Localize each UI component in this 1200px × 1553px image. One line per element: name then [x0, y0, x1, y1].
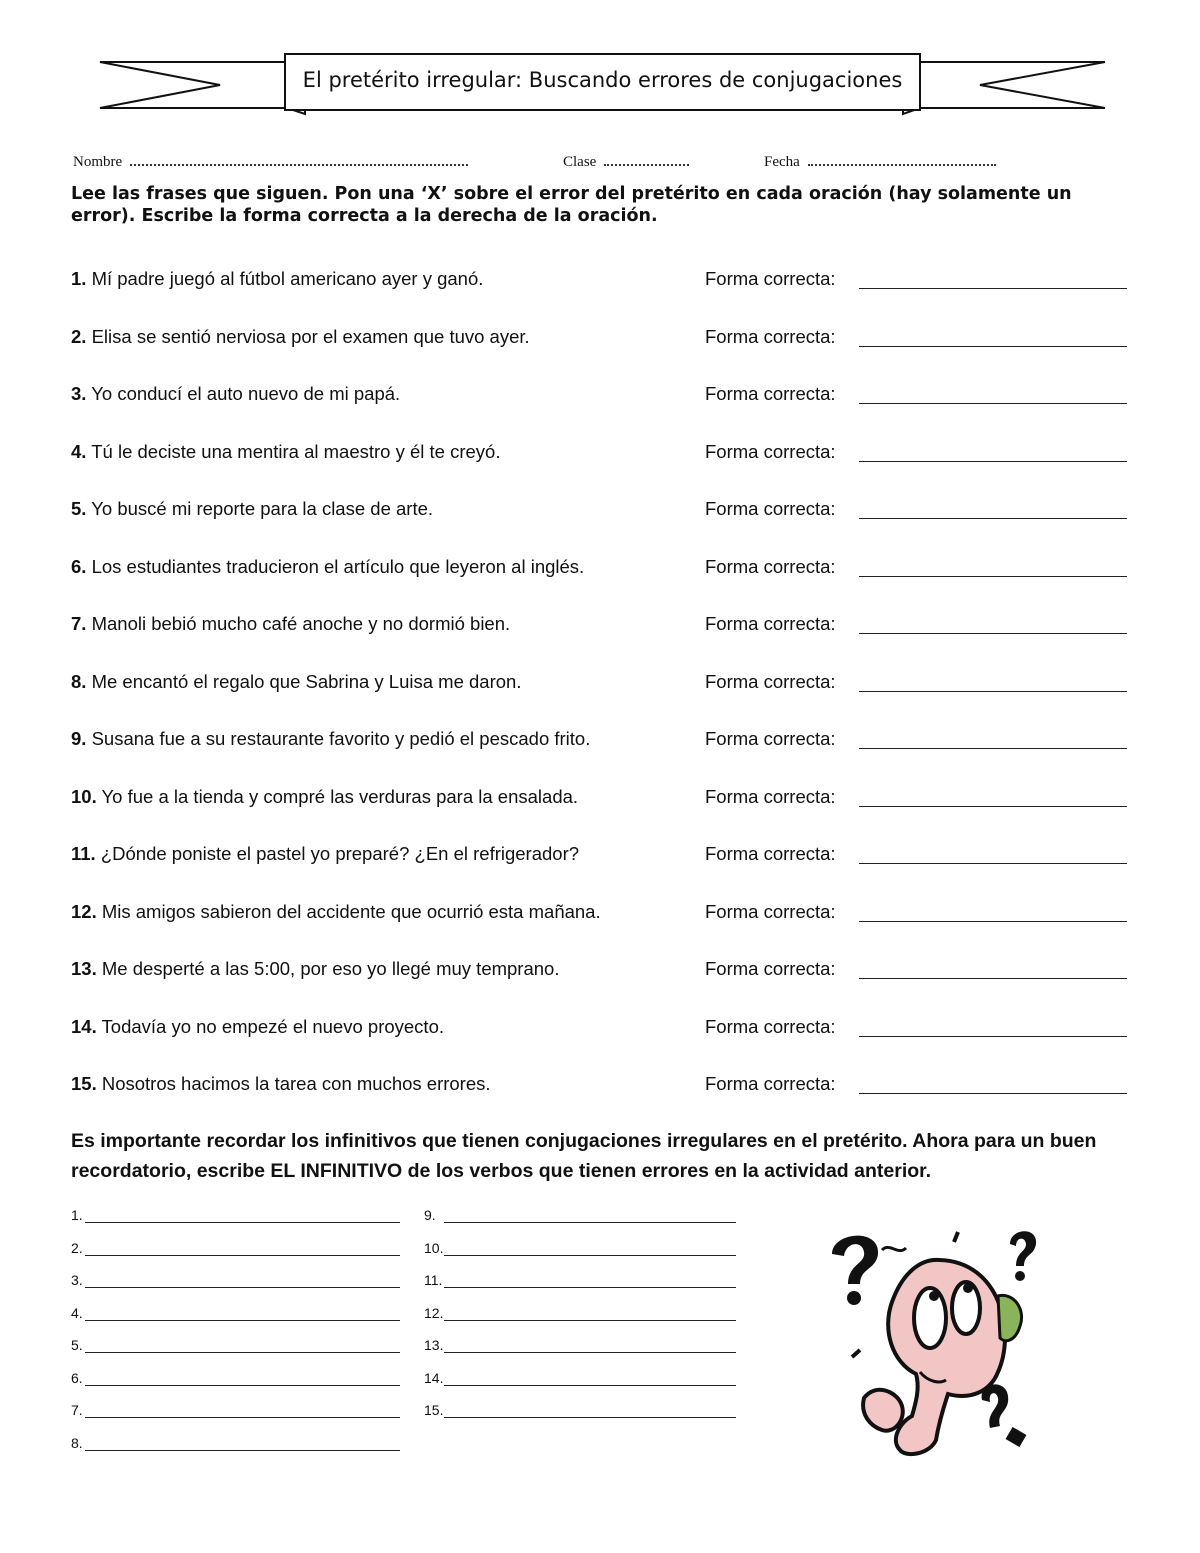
confused-face-illustration: [820, 1222, 1050, 1472]
infinitive-item: [71, 1207, 401, 1227]
sentence-row: [0, 613, 1200, 643]
sentence-row: [0, 786, 1200, 816]
infinitive-answer-line[interactable]: [85, 1222, 400, 1223]
correct-form-label: Forma correcta:: [705, 728, 836, 749]
correct-form-answer-line[interactable]: [859, 576, 1127, 577]
class-line[interactable]: [604, 150, 689, 166]
infinitive-item: [424, 1370, 739, 1390]
sentence-row: [0, 326, 1200, 356]
sentence-number: 13.: [71, 958, 97, 979]
sentence-text: [71, 1016, 444, 1038]
question-mark-dot-icon-2: [1015, 1271, 1025, 1281]
question-mark-dot-icon: [847, 1291, 861, 1305]
sentence-row: [0, 901, 1200, 931]
infinitive-item: [71, 1272, 401, 1292]
infinitive-item: [424, 1402, 739, 1422]
sentence-number: 10.: [71, 785, 97, 807]
tick-mark: [954, 1232, 958, 1242]
sentence-row: [0, 728, 1200, 758]
sentence-body: Tú le deciste una mentira al maestro y él te creyó.: [91, 440, 501, 462]
sentence-row: [0, 498, 1200, 528]
infinitive-item: [424, 1207, 739, 1227]
infinitive-answer-line[interactable]: [444, 1352, 736, 1353]
sentence-row: [0, 268, 1200, 298]
sentence-number: 3.: [71, 383, 87, 404]
infinitive-number: 7.: [71, 1402, 83, 1418]
sentence-body: Yo conducí el auto nuevo de mi papá.: [91, 383, 401, 404]
sentence-number: 1.: [71, 268, 87, 289]
header-fields: [0, 150, 1200, 172]
sentence-number: 14.: [71, 1015, 97, 1037]
title-banner: [95, 48, 1110, 124]
infinitive-answer-line[interactable]: [444, 1222, 736, 1223]
sentence-number: 7.: [71, 613, 87, 634]
correct-form-answer-line[interactable]: [859, 1093, 1127, 1094]
infinitive-item: [71, 1435, 401, 1455]
infinitive-item: [424, 1272, 739, 1292]
infinitive-item: [71, 1337, 401, 1357]
sentence-body: Yo buscé mi reporte para la clase de arte.: [91, 498, 434, 519]
sentence-body: Susana fue a su restaurante favorito y pedió el pescado frito.: [91, 728, 591, 749]
name-label: Nombre: [73, 154, 123, 170]
correct-form-answer-line[interactable]: [859, 691, 1127, 692]
infinitive-answer-line[interactable]: [444, 1417, 736, 1418]
sentence-text: [71, 786, 578, 808]
infinitive-number: 11.: [424, 1272, 443, 1288]
infinitive-answer-line[interactable]: [85, 1417, 400, 1418]
sentence-text: [71, 383, 400, 405]
infinitive-number: 4.: [71, 1304, 83, 1321]
sentence-body: Manoli bebió mucho café anoche y no dormió bien.: [91, 613, 511, 634]
infinitive-number: 9.: [424, 1207, 436, 1223]
class-field[interactable]: [563, 150, 689, 171]
sentence-body: Me encantó el regalo que Sabrina y Luisa me daron.: [91, 670, 522, 692]
correct-form-label: Forma correcta:: [705, 1073, 836, 1094]
instructions: Lee las frases que siguen. Pon una ‘X’ sobre el error del pretérito en cada oración (hay solamente un error). Escribe la forma correcta a la derecha de la oración.: [71, 184, 1072, 226]
sentence-body: Todavía yo no empezé el nuevo proyecto.: [101, 1015, 444, 1037]
infinitive-number: 3.: [71, 1272, 83, 1288]
correct-form-label: Forma correcta:: [705, 555, 836, 577]
correct-form-answer-line[interactable]: [859, 518, 1127, 519]
class-label: Clase: [563, 154, 597, 170]
infinitive-item: [71, 1240, 401, 1260]
correct-form-label: Forma correcta:: [705, 613, 836, 634]
sentence-text: [71, 326, 530, 348]
correct-form-answer-line[interactable]: [859, 978, 1127, 979]
sentence-row: [0, 556, 1200, 586]
correct-form-answer-line[interactable]: [859, 1036, 1127, 1037]
infinitive-number: 12.: [424, 1304, 444, 1321]
hand-shape: [863, 1390, 903, 1431]
infinitive-answer-line[interactable]: [444, 1385, 736, 1386]
sentence-row: [0, 958, 1200, 988]
infinitive-number: 8.: [71, 1434, 83, 1451]
dash-mark: [852, 1350, 860, 1357]
sentence-number: 6.: [71, 555, 87, 577]
sentence-number: 2.: [71, 325, 87, 347]
question-mark-icon: [832, 1236, 878, 1284]
correct-form-label: Forma correcta:: [705, 670, 836, 692]
infinitive-item: [424, 1337, 739, 1357]
sentence-text: [71, 441, 501, 463]
sentence-text: [71, 268, 483, 290]
sentence-body: Yo fue a la tienda y compré las verduras para la ensalada.: [101, 785, 579, 807]
sentence-text: [71, 671, 521, 693]
head-shape: [888, 1260, 1005, 1454]
infinitive-answer-line[interactable]: [85, 1450, 400, 1451]
sentence-body: Mis amigos sabieron del accidente que ocurrió esta mañana.: [101, 900, 601, 922]
infinitive-number: 6.: [71, 1369, 83, 1386]
sentence-text: [71, 498, 433, 520]
sentence-text: [71, 958, 559, 980]
infinitive-number: 2.: [71, 1239, 83, 1256]
sentence-number: 12.: [71, 900, 97, 922]
infinitive-answer-line[interactable]: [85, 1385, 400, 1386]
infinitive-number: 13.: [424, 1337, 444, 1353]
correct-form-label: Forma correcta:: [705, 843, 836, 864]
correct-form-label: Forma correcta:: [705, 958, 836, 979]
sentence-row: [0, 1016, 1200, 1046]
correct-form-answer-line[interactable]: [859, 921, 1127, 922]
infinitive-answer-line[interactable]: [444, 1320, 736, 1321]
sentence-text: [71, 901, 601, 923]
infinitive-number: 10.: [424, 1239, 444, 1256]
sentence-number: 8.: [71, 670, 87, 692]
correct-form-label: Forma correcta:: [705, 268, 836, 289]
sentence-body: Nosotros hacimos la tarea con muchos errores.: [101, 1073, 491, 1094]
infinitive-item: [424, 1305, 739, 1325]
correct-form-answer-line[interactable]: [859, 346, 1127, 347]
sentence-row: [0, 843, 1200, 873]
correct-form-answer-line[interactable]: [859, 863, 1127, 864]
sentence-body: Me desperté a las 5:00, por eso yo llegé muy temprano.: [101, 958, 560, 979]
infinitive-item: [71, 1370, 401, 1390]
infinitive-answer-line[interactable]: [444, 1255, 736, 1256]
sentence-body: ¿Dónde poniste el pastel yo preparé? ¿En el refrigerador?: [100, 843, 580, 864]
sentence-row: [0, 383, 1200, 413]
infinitive-number: 5.: [71, 1337, 83, 1353]
correct-form-answer-line[interactable]: [859, 748, 1127, 749]
page-title: El pretérito irregular: Buscando errores de conjugaciones: [302, 68, 903, 92]
correct-form-label: Forma correcta:: [705, 1015, 836, 1037]
correct-form-answer-line[interactable]: [859, 403, 1127, 404]
sentence-text: [71, 843, 579, 865]
correct-form-answer-line[interactable]: [859, 633, 1127, 634]
correct-form-answer-line[interactable]: [859, 288, 1127, 289]
infinitive-answer-line[interactable]: [444, 1287, 736, 1288]
reminder-text: Es importante recordar los infinitivos que tienen conjugaciones irregulares en el pretérito. Ahora para un buen recordatorio, escribe EL INFINITIVO de los verbos que tienen errores en la actividad anterior.: [71, 1130, 1097, 1182]
question-mark-icon-2: [1010, 1231, 1036, 1266]
infinitive-item: [71, 1305, 401, 1325]
question-mark-dot-icon-3: [1006, 1427, 1027, 1447]
sentence-row: [0, 1073, 1200, 1103]
infinitive-number: 15.: [424, 1402, 444, 1418]
infinitive-number: 1.: [71, 1207, 83, 1223]
name-line[interactable]: [130, 150, 468, 166]
infinitive-item: [424, 1240, 739, 1260]
correct-form-label: Forma correcta:: [705, 440, 836, 462]
infinitive-answer-line[interactable]: [85, 1320, 400, 1321]
correct-form-label: Forma correcta:: [705, 900, 836, 922]
sentence-text: [71, 613, 510, 635]
infinitive-answer-line[interactable]: [85, 1352, 400, 1353]
tilde-mark: [882, 1247, 906, 1250]
sentence-row: [0, 671, 1200, 701]
infinitive-number: 14.: [424, 1369, 444, 1386]
sentence-number: 4.: [71, 440, 87, 462]
sentence-body: Los estudiantes traducieron el artículo que leyeron al inglés.: [91, 555, 585, 577]
correct-form-label: Forma correcta:: [705, 325, 836, 347]
correct-form-label: Forma correcta:: [705, 383, 836, 404]
date-field[interactable]: [764, 150, 996, 171]
sentence-number: 11.: [71, 843, 96, 864]
infinitive-answer-line[interactable]: [85, 1287, 400, 1288]
sentence-text: [71, 728, 590, 750]
infinitive-item: [71, 1402, 401, 1422]
sentence-text: [71, 556, 584, 578]
correct-form-answer-line[interactable]: [859, 806, 1127, 807]
date-line[interactable]: [808, 150, 996, 166]
name-field[interactable]: [73, 150, 468, 171]
hair-tuft: [998, 1295, 1022, 1340]
date-label: Fecha: [764, 154, 800, 170]
sentence-body: Mí padre juegó al fútbol americano ayer y ganó.: [91, 268, 484, 289]
correct-form-answer-line[interactable]: [859, 461, 1127, 462]
sentence-number: 5.: [71, 498, 87, 519]
sentence-body: Elisa se sentió nerviosa por el examen que tuvo ayer.: [91, 325, 530, 347]
correct-form-label: Forma correcta:: [705, 498, 836, 519]
sentence-text: [71, 1073, 491, 1095]
correct-form-label: Forma correcta:: [705, 785, 836, 807]
infinitive-answer-line[interactable]: [85, 1255, 400, 1256]
sentence-number: 15.: [71, 1073, 97, 1094]
sentence-number: 9.: [71, 728, 87, 749]
sentence-row: [0, 441, 1200, 471]
